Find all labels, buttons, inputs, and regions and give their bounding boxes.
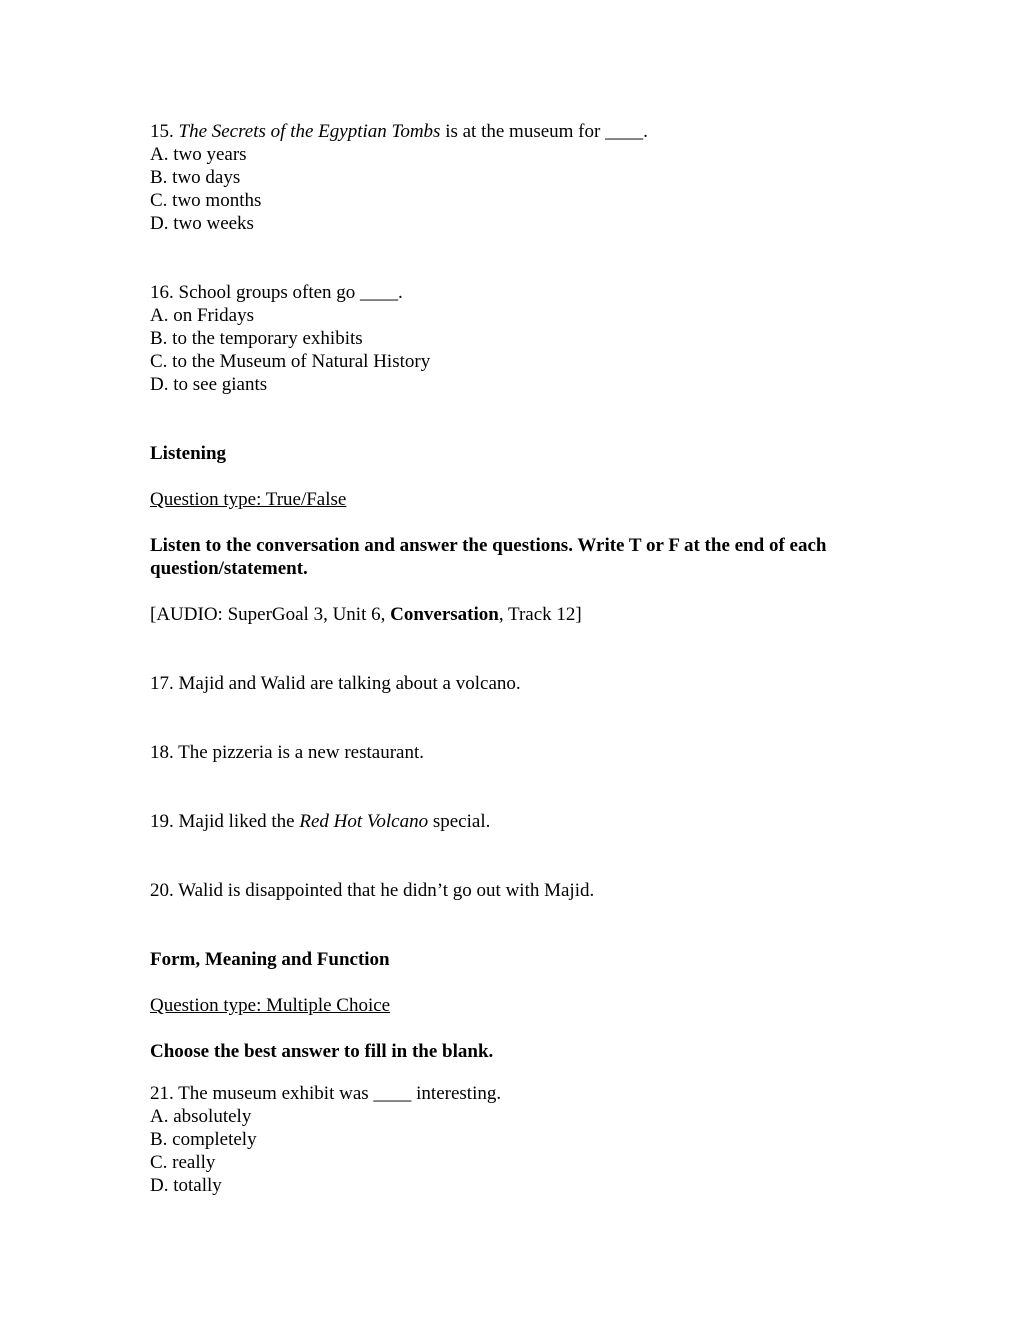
question-16-stem: 16. School groups often go ____. bbox=[150, 282, 403, 303]
question-19 bbox=[150, 810, 490, 833]
listening-heading: Listening bbox=[150, 443, 227, 464]
question-21-option-b: B. completely bbox=[150, 1129, 257, 1150]
question-17: 17. Majid and Walid are talking about a volcano. bbox=[150, 673, 521, 694]
question-15-option-c: C. two months bbox=[150, 190, 262, 211]
question-21-option-a: A. absolutely bbox=[150, 1106, 252, 1127]
question-15-number: 15. bbox=[150, 121, 174, 142]
question-19-suffix: special. bbox=[432, 811, 491, 832]
fmf-question-type: Question type: Multiple Choice bbox=[150, 995, 391, 1016]
audio-reference bbox=[150, 603, 582, 626]
question-16-option-a: A. on Fridays bbox=[150, 305, 254, 326]
fmf-instruction: Choose the best answer to fill in the blank. bbox=[150, 1041, 494, 1062]
question-15-option-a: A. two years bbox=[150, 144, 247, 165]
listening-question-type: Question type: True/False bbox=[150, 489, 347, 510]
question-15-stem-rest: is at the museum for ____. bbox=[445, 121, 648, 142]
question-21-stem: 21. The museum exhibit was ____ interesting. bbox=[150, 1083, 502, 1104]
question-15-title: The Secrets of the Egyptian Tombs bbox=[178, 121, 441, 142]
question-16-option-d: D. to see giants bbox=[150, 374, 268, 395]
audio-reference-bold: Conversation bbox=[390, 604, 499, 625]
question-21-option-c: C. really bbox=[150, 1152, 216, 1173]
question-16-option-b: B. to the temporary exhibits bbox=[150, 328, 363, 349]
fmf-heading: Form, Meaning and Function bbox=[150, 949, 390, 970]
question-19-italic: Red Hot Volcano bbox=[299, 811, 429, 832]
question-21-option-d: D. totally bbox=[150, 1175, 222, 1196]
question-16-option-c: C. to the Museum of Natural History bbox=[150, 351, 431, 372]
question-15-stem bbox=[150, 120, 648, 143]
question-15-option-b: B. two days bbox=[150, 167, 241, 188]
question-19-prefix: 19. Majid liked the bbox=[150, 811, 295, 832]
audio-reference-suffix: , Track 12] bbox=[498, 604, 582, 625]
listening-instruction: Listen to the conversation and answer the questions. Write T or F at the end of each question/statement. bbox=[150, 535, 827, 579]
question-18: 18. The pizzeria is a new restaurant. bbox=[150, 742, 424, 763]
audio-reference-prefix: [AUDIO: SuperGoal 3, Unit 6, bbox=[150, 604, 386, 625]
question-15-option-d: D. two weeks bbox=[150, 213, 254, 234]
question-20: 20. Walid is disappointed that he didn’t go out with Majid. bbox=[150, 880, 595, 901]
